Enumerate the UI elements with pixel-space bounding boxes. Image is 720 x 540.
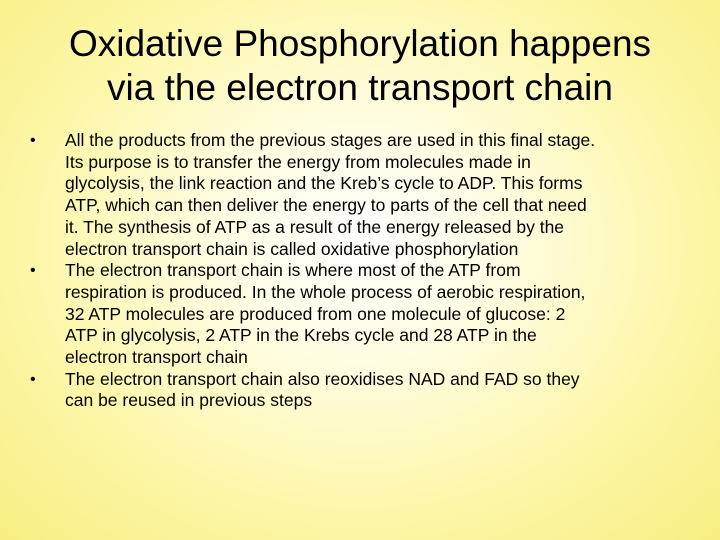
bullet-1-line-1: All the products from the previous stages are used in this final stage. <box>65 130 596 150</box>
bullet-item-1 <box>30 130 680 260</box>
bullet-item-2 <box>30 260 680 369</box>
bullet-3-line-1: The electron transport chain also reoxidises NAD and FAD so they <box>65 368 580 389</box>
bullet-2-line-4: ATP in glycolysis, 2 ATP in the Krebs cycle and 28 ATP in the <box>65 325 537 346</box>
bullet-marker-icon: • <box>30 370 36 388</box>
bullet-3-line-2: can be reused in previous steps <box>65 390 313 411</box>
bullet-2-line-5: electron transport chain <box>65 347 248 368</box>
bullet-marker-icon: • <box>30 132 36 149</box>
bullet-1-line-4: ATP, which can then deliver the energy to parts of the cell that need <box>65 195 587 216</box>
slide-title <box>20 22 700 110</box>
slide-title-line-1: Oxidative Phosphorylation happens <box>68 23 652 64</box>
bullet-1-line-5: it. The synthesis of ATP as a result of the energy released by the <box>65 216 565 237</box>
bullet-item-3 <box>30 369 680 412</box>
slide-title-line-2: via the electron transport chain <box>107 67 613 108</box>
bullet-2-line-1: The electron transport chain is where most of the ATP from <box>65 260 521 281</box>
bullet-list <box>30 130 680 412</box>
bullet-2-line-3: 32 ATP molecules are produced from one molecule of glucose: 2 <box>65 303 566 324</box>
bullet-1-line-3: glycolysis, the link reaction and the Kreb’s cycle to ADP. This forms <box>65 173 583 194</box>
bullet-1-line-6: electron transport chain is called oxidative phosphorylation <box>65 238 519 259</box>
bullet-1-line-2: Its purpose is to transfer the energy from molecules made in <box>65 151 531 172</box>
bullet-2-line-2: respiration is produced. In the whole process of aerobic respiration, <box>65 281 586 302</box>
bullet-marker-icon: • <box>30 262 36 280</box>
